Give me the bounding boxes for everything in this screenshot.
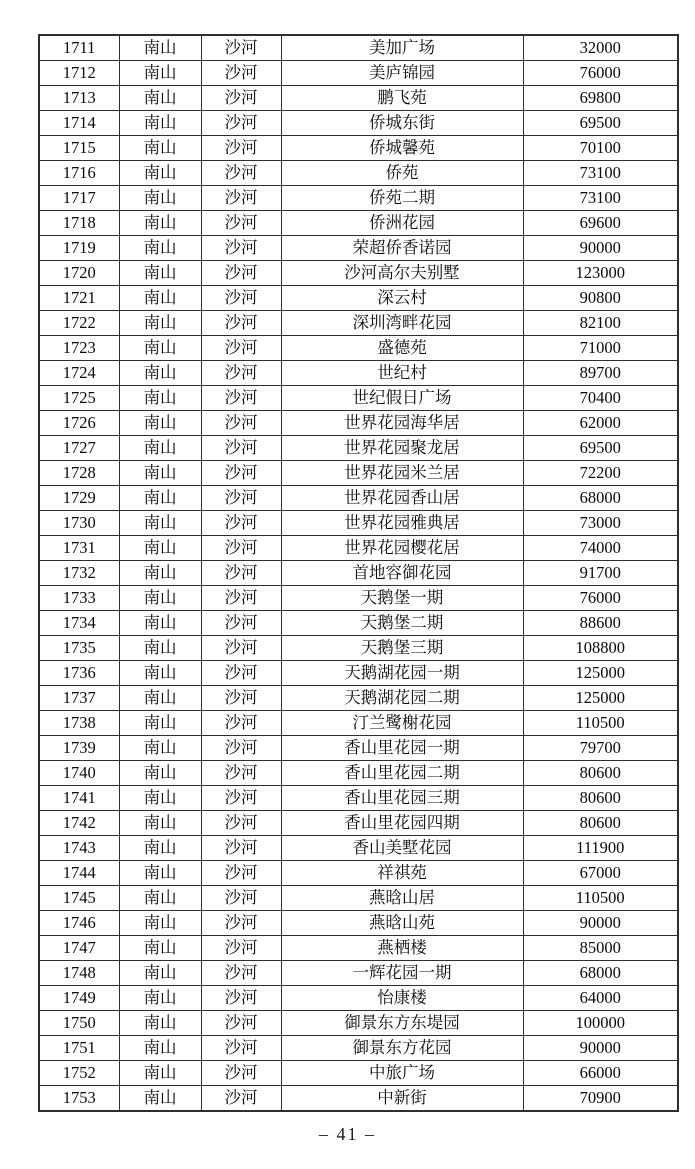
cell-name: 鹏飞苑 [281, 86, 523, 111]
table-row [39, 211, 678, 236]
cell-district: 南山 [119, 586, 201, 611]
cell-district: 南山 [119, 311, 201, 336]
cell-id: 1718 [39, 211, 119, 236]
table-row [39, 661, 678, 686]
cell-price: 89700 [523, 361, 678, 386]
cell-subdistrict: 沙河 [201, 286, 281, 311]
cell-district: 南山 [119, 211, 201, 236]
cell-id: 1737 [39, 686, 119, 711]
cell-subdistrict: 沙河 [201, 336, 281, 361]
cell-price: 79700 [523, 736, 678, 761]
cell-price: 73000 [523, 511, 678, 536]
cell-id: 1733 [39, 586, 119, 611]
table-row [39, 1036, 678, 1061]
cell-id: 1751 [39, 1036, 119, 1061]
cell-district: 南山 [119, 761, 201, 786]
cell-id: 1717 [39, 186, 119, 211]
cell-district: 南山 [119, 961, 201, 986]
table-row [39, 286, 678, 311]
cell-price: 88600 [523, 611, 678, 636]
cell-name: 世纪村 [281, 361, 523, 386]
table-row [39, 436, 678, 461]
cell-price: 68000 [523, 961, 678, 986]
cell-name: 世界花园聚龙居 [281, 436, 523, 461]
cell-name: 首地容御花园 [281, 561, 523, 586]
cell-price: 111900 [523, 836, 678, 861]
cell-name: 香山里花园四期 [281, 811, 523, 836]
cell-price: 91700 [523, 561, 678, 586]
cell-subdistrict: 沙河 [201, 136, 281, 161]
cell-district: 南山 [119, 336, 201, 361]
cell-price: 69500 [523, 111, 678, 136]
table-row [39, 411, 678, 436]
table-row [39, 186, 678, 211]
cell-id: 1739 [39, 736, 119, 761]
cell-price: 74000 [523, 536, 678, 561]
cell-id: 1734 [39, 611, 119, 636]
table-row [39, 461, 678, 486]
cell-id: 1753 [39, 1086, 119, 1112]
cell-name: 御景东方东堤园 [281, 1011, 523, 1036]
cell-district: 南山 [119, 286, 201, 311]
cell-subdistrict: 沙河 [201, 61, 281, 86]
table-row [39, 536, 678, 561]
table-row [39, 736, 678, 761]
cell-name: 天鹅湖花园一期 [281, 661, 523, 686]
cell-district: 南山 [119, 411, 201, 436]
cell-id: 1735 [39, 636, 119, 661]
cell-price: 80600 [523, 761, 678, 786]
cell-id: 1741 [39, 786, 119, 811]
cell-name: 天鹅堡一期 [281, 586, 523, 611]
table-row [39, 711, 678, 736]
cell-subdistrict: 沙河 [201, 986, 281, 1011]
cell-subdistrict: 沙河 [201, 261, 281, 286]
cell-subdistrict: 沙河 [201, 561, 281, 586]
cell-district: 南山 [119, 811, 201, 836]
cell-price: 125000 [523, 661, 678, 686]
price-table [38, 34, 679, 1112]
cell-id: 1749 [39, 986, 119, 1011]
cell-id: 1712 [39, 61, 119, 86]
cell-name: 侨洲花园 [281, 211, 523, 236]
cell-id: 1724 [39, 361, 119, 386]
cell-name: 香山里花园一期 [281, 736, 523, 761]
cell-id: 1725 [39, 386, 119, 411]
cell-name: 侨苑二期 [281, 186, 523, 211]
cell-id: 1742 [39, 811, 119, 836]
cell-district: 南山 [119, 186, 201, 211]
cell-subdistrict: 沙河 [201, 186, 281, 211]
cell-id: 1722 [39, 311, 119, 336]
table-row [39, 386, 678, 411]
cell-district: 南山 [119, 861, 201, 886]
table-row [39, 35, 678, 61]
cell-price: 67000 [523, 861, 678, 886]
cell-name: 怡康楼 [281, 986, 523, 1011]
cell-name: 世纪假日广场 [281, 386, 523, 411]
cell-price: 90000 [523, 911, 678, 936]
cell-district: 南山 [119, 1036, 201, 1061]
cell-price: 100000 [523, 1011, 678, 1036]
cell-price: 64000 [523, 986, 678, 1011]
cell-id: 1723 [39, 336, 119, 361]
table-row [39, 1061, 678, 1086]
cell-name: 燕栖楼 [281, 936, 523, 961]
cell-subdistrict: 沙河 [201, 711, 281, 736]
cell-price: 70400 [523, 386, 678, 411]
table-row [39, 336, 678, 361]
cell-subdistrict: 沙河 [201, 836, 281, 861]
cell-name: 美加广场 [281, 35, 523, 61]
table-row [39, 836, 678, 861]
cell-id: 1746 [39, 911, 119, 936]
cell-name: 汀兰鹭榭花园 [281, 711, 523, 736]
table-row [39, 311, 678, 336]
cell-district: 南山 [119, 61, 201, 86]
cell-id: 1745 [39, 886, 119, 911]
cell-id: 1716 [39, 161, 119, 186]
table-row [39, 886, 678, 911]
cell-id: 1721 [39, 286, 119, 311]
cell-name: 香山美墅花园 [281, 836, 523, 861]
cell-subdistrict: 沙河 [201, 686, 281, 711]
cell-district: 南山 [119, 111, 201, 136]
page-number: – 41 – [319, 1124, 376, 1144]
table-row [39, 786, 678, 811]
table-row [39, 136, 678, 161]
cell-subdistrict: 沙河 [201, 461, 281, 486]
cell-district: 南山 [119, 261, 201, 286]
cell-id: 1744 [39, 861, 119, 886]
cell-subdistrict: 沙河 [201, 936, 281, 961]
cell-price: 66000 [523, 1061, 678, 1086]
cell-subdistrict: 沙河 [201, 861, 281, 886]
cell-subdistrict: 沙河 [201, 361, 281, 386]
cell-price: 71000 [523, 336, 678, 361]
cell-district: 南山 [119, 736, 201, 761]
table-row [39, 236, 678, 261]
cell-district: 南山 [119, 1086, 201, 1112]
cell-subdistrict: 沙河 [201, 511, 281, 536]
cell-price: 80600 [523, 786, 678, 811]
cell-subdistrict: 沙河 [201, 736, 281, 761]
cell-name: 香山里花园二期 [281, 761, 523, 786]
cell-subdistrict: 沙河 [201, 1011, 281, 1036]
cell-subdistrict: 沙河 [201, 111, 281, 136]
cell-name: 祥祺苑 [281, 861, 523, 886]
cell-id: 1748 [39, 961, 119, 986]
cell-name: 深云村 [281, 286, 523, 311]
cell-district: 南山 [119, 136, 201, 161]
cell-subdistrict: 沙河 [201, 1061, 281, 1086]
cell-district: 南山 [119, 636, 201, 661]
cell-district: 南山 [119, 486, 201, 511]
cell-district: 南山 [119, 461, 201, 486]
cell-name: 中新街 [281, 1086, 523, 1112]
cell-id: 1727 [39, 436, 119, 461]
table-row [39, 486, 678, 511]
cell-district: 南山 [119, 611, 201, 636]
table-row [39, 686, 678, 711]
table-row [39, 861, 678, 886]
cell-id: 1715 [39, 136, 119, 161]
cell-name: 天鹅堡三期 [281, 636, 523, 661]
cell-district: 南山 [119, 786, 201, 811]
table-row [39, 911, 678, 936]
table-row [39, 86, 678, 111]
cell-subdistrict: 沙河 [201, 761, 281, 786]
cell-price: 125000 [523, 686, 678, 711]
cell-id: 1752 [39, 1061, 119, 1086]
cell-id: 1736 [39, 661, 119, 686]
cell-subdistrict: 沙河 [201, 411, 281, 436]
cell-district: 南山 [119, 986, 201, 1011]
cell-subdistrict: 沙河 [201, 786, 281, 811]
cell-district: 南山 [119, 35, 201, 61]
cell-subdistrict: 沙河 [201, 486, 281, 511]
cell-subdistrict: 沙河 [201, 536, 281, 561]
cell-name: 世界花园米兰居 [281, 461, 523, 486]
cell-subdistrict: 沙河 [201, 1086, 281, 1112]
table-row [39, 261, 678, 286]
table-row [39, 361, 678, 386]
cell-district: 南山 [119, 836, 201, 861]
cell-district: 南山 [119, 361, 201, 386]
cell-price: 82100 [523, 311, 678, 336]
cell-price: 70100 [523, 136, 678, 161]
cell-id: 1726 [39, 411, 119, 436]
table-row [39, 611, 678, 636]
cell-subdistrict: 沙河 [201, 586, 281, 611]
cell-price: 62000 [523, 411, 678, 436]
cell-district: 南山 [119, 711, 201, 736]
cell-id: 1743 [39, 836, 119, 861]
cell-district: 南山 [119, 161, 201, 186]
cell-subdistrict: 沙河 [201, 886, 281, 911]
cell-district: 南山 [119, 886, 201, 911]
cell-price: 69500 [523, 436, 678, 461]
cell-name: 燕晗山居 [281, 886, 523, 911]
cell-price: 110500 [523, 886, 678, 911]
cell-district: 南山 [119, 386, 201, 411]
cell-name: 沙河高尔夫别墅 [281, 261, 523, 286]
cell-id: 1719 [39, 236, 119, 261]
table-row [39, 586, 678, 611]
cell-id: 1731 [39, 536, 119, 561]
cell-id: 1720 [39, 261, 119, 286]
table-row [39, 811, 678, 836]
cell-subdistrict: 沙河 [201, 661, 281, 686]
cell-id: 1728 [39, 461, 119, 486]
cell-name: 世界花园海华居 [281, 411, 523, 436]
cell-district: 南山 [119, 86, 201, 111]
cell-district: 南山 [119, 1061, 201, 1086]
cell-id: 1713 [39, 86, 119, 111]
cell-subdistrict: 沙河 [201, 1036, 281, 1061]
cell-price: 90000 [523, 1036, 678, 1061]
cell-subdistrict: 沙河 [201, 211, 281, 236]
cell-id: 1732 [39, 561, 119, 586]
table-row [39, 761, 678, 786]
cell-name: 中旅广场 [281, 1061, 523, 1086]
table-row [39, 1086, 678, 1112]
cell-price: 69800 [523, 86, 678, 111]
cell-district: 南山 [119, 936, 201, 961]
cell-id: 1729 [39, 486, 119, 511]
cell-price: 73100 [523, 161, 678, 186]
cell-price: 108800 [523, 636, 678, 661]
cell-district: 南山 [119, 661, 201, 686]
cell-name: 天鹅湖花园二期 [281, 686, 523, 711]
cell-price: 76000 [523, 586, 678, 611]
table-row [39, 511, 678, 536]
cell-district: 南山 [119, 1011, 201, 1036]
cell-subdistrict: 沙河 [201, 636, 281, 661]
cell-subdistrict: 沙河 [201, 911, 281, 936]
cell-name: 世界花园香山居 [281, 486, 523, 511]
cell-name: 香山里花园三期 [281, 786, 523, 811]
table-row [39, 561, 678, 586]
cell-price: 73100 [523, 186, 678, 211]
table-row [39, 986, 678, 1011]
cell-id: 1738 [39, 711, 119, 736]
table-row [39, 61, 678, 86]
table-row [39, 961, 678, 986]
cell-district: 南山 [119, 511, 201, 536]
table-row [39, 111, 678, 136]
cell-district: 南山 [119, 436, 201, 461]
cell-price: 70900 [523, 1086, 678, 1112]
cell-price: 90000 [523, 236, 678, 261]
cell-name: 侨城馨苑 [281, 136, 523, 161]
cell-price: 69600 [523, 211, 678, 236]
cell-price: 110500 [523, 711, 678, 736]
cell-name: 美庐锦园 [281, 61, 523, 86]
cell-name: 荣超侨香诺园 [281, 236, 523, 261]
price-table-body [39, 35, 678, 1111]
cell-district: 南山 [119, 536, 201, 561]
cell-subdistrict: 沙河 [201, 161, 281, 186]
cell-name: 盛德苑 [281, 336, 523, 361]
cell-price: 68000 [523, 486, 678, 511]
table-row [39, 161, 678, 186]
cell-subdistrict: 沙河 [201, 311, 281, 336]
cell-price: 80600 [523, 811, 678, 836]
cell-subdistrict: 沙河 [201, 236, 281, 261]
cell-district: 南山 [119, 236, 201, 261]
cell-name: 燕晗山苑 [281, 911, 523, 936]
cell-price: 85000 [523, 936, 678, 961]
cell-id: 1730 [39, 511, 119, 536]
cell-id: 1711 [39, 35, 119, 61]
cell-subdistrict: 沙河 [201, 436, 281, 461]
cell-subdistrict: 沙河 [201, 86, 281, 111]
cell-name: 深圳湾畔花园 [281, 311, 523, 336]
table-row [39, 936, 678, 961]
cell-name: 世界花园樱花居 [281, 536, 523, 561]
cell-subdistrict: 沙河 [201, 961, 281, 986]
cell-name: 世界花园雅典居 [281, 511, 523, 536]
table-row [39, 636, 678, 661]
cell-name: 一辉花园一期 [281, 961, 523, 986]
cell-price: 90800 [523, 286, 678, 311]
cell-name: 侨城东街 [281, 111, 523, 136]
cell-district: 南山 [119, 911, 201, 936]
cell-price: 123000 [523, 261, 678, 286]
cell-subdistrict: 沙河 [201, 386, 281, 411]
cell-id: 1750 [39, 1011, 119, 1036]
cell-price: 76000 [523, 61, 678, 86]
cell-subdistrict: 沙河 [201, 611, 281, 636]
cell-price: 72200 [523, 461, 678, 486]
cell-name: 侨苑 [281, 161, 523, 186]
cell-district: 南山 [119, 686, 201, 711]
cell-id: 1740 [39, 761, 119, 786]
cell-id: 1714 [39, 111, 119, 136]
cell-district: 南山 [119, 561, 201, 586]
cell-id: 1747 [39, 936, 119, 961]
cell-name: 天鹅堡二期 [281, 611, 523, 636]
cell-price: 32000 [523, 35, 678, 61]
cell-subdistrict: 沙河 [201, 35, 281, 61]
cell-subdistrict: 沙河 [201, 811, 281, 836]
cell-name: 御景东方花园 [281, 1036, 523, 1061]
table-row [39, 1011, 678, 1036]
